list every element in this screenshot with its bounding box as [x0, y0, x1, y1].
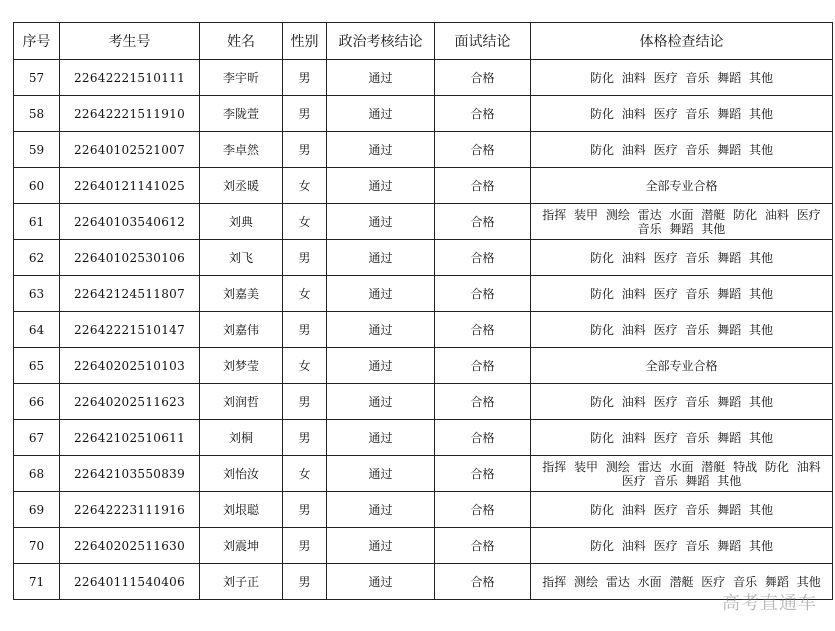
table-row: [14, 240, 833, 276]
cell-seq: 58: [14, 96, 60, 132]
cell-interview: 合格: [435, 492, 531, 528]
cell-exam-no: 22642102510611: [60, 420, 200, 456]
cell-name: 刘怡汝: [200, 456, 283, 492]
cell-exam-no: 22642223111916: [60, 492, 200, 528]
cell-name: 刘子正: [200, 564, 283, 600]
cell-exam-no: 22640102521007: [60, 132, 200, 168]
cell-physical: 防化 油料 医疗 音乐 舞蹈 其他: [531, 420, 833, 456]
table-row: [14, 456, 833, 492]
cell-exam-no: 22640102530106: [60, 240, 200, 276]
cell-name: 李宇昕: [200, 60, 283, 96]
cell-physical: 指挥 测绘 雷达 水面 潜艇 医疗 音乐 舞蹈 其他: [531, 564, 833, 600]
cell-gender: 男: [283, 420, 327, 456]
cell-seq: 70: [14, 528, 60, 564]
cell-physical: 防化 油料 医疗 音乐 舞蹈 其他: [531, 312, 833, 348]
cell-political: 通过: [327, 204, 435, 240]
table-row: [14, 492, 833, 528]
cell-gender: 男: [283, 564, 327, 600]
cell-name: 李陇萱: [200, 96, 283, 132]
cell-name: 刘丞暖: [200, 168, 283, 204]
cell-political: 通过: [327, 528, 435, 564]
cell-political: 通过: [327, 60, 435, 96]
cell-exam-no: 22640202511630: [60, 528, 200, 564]
cell-physical: 全部专业合格: [531, 348, 833, 384]
cell-political: 通过: [327, 348, 435, 384]
cell-physical: 指挥 装甲 测绘 雷达 水面 潜艇 特战 防化 油料 医疗 音乐 舞蹈 其他: [531, 456, 833, 492]
cell-gender: 男: [283, 384, 327, 420]
cell-interview: 合格: [435, 456, 531, 492]
cell-physical: 防化 油料 医疗 音乐 舞蹈 其他: [531, 528, 833, 564]
cell-political: 通过: [327, 384, 435, 420]
table-row: [14, 132, 833, 168]
cell-seq: 64: [14, 312, 60, 348]
cell-seq: 71: [14, 564, 60, 600]
cell-seq: 67: [14, 420, 60, 456]
cell-name: 刘桐: [200, 420, 283, 456]
table-row: [14, 60, 833, 96]
table-row: [14, 564, 833, 600]
header-seq: 序号: [14, 23, 60, 60]
cell-political: 通过: [327, 168, 435, 204]
cell-exam-no: 22640103540612: [60, 204, 200, 240]
cell-gender: 女: [283, 348, 327, 384]
cell-gender: 男: [283, 492, 327, 528]
cell-gender: 女: [283, 456, 327, 492]
cell-interview: 合格: [435, 348, 531, 384]
cell-physical: 全部专业合格: [531, 168, 833, 204]
cell-seq: 60: [14, 168, 60, 204]
header-gender: 性别: [283, 23, 327, 60]
cell-interview: 合格: [435, 528, 531, 564]
header-row: [14, 23, 833, 60]
cell-political: 通过: [327, 132, 435, 168]
cell-name: 刘梦莹: [200, 348, 283, 384]
cell-name: 刘润哲: [200, 384, 283, 420]
cell-gender: 男: [283, 240, 327, 276]
cell-seq: 68: [14, 456, 60, 492]
header-interview: 面试结论: [435, 23, 531, 60]
cell-exam-no: 22642124511807: [60, 276, 200, 312]
cell-seq: 57: [14, 60, 60, 96]
results-table: [13, 22, 833, 600]
table-row: [14, 168, 833, 204]
header-physical: 体格检查结论: [531, 23, 833, 60]
cell-seq: 63: [14, 276, 60, 312]
cell-exam-no: 22642221511910: [60, 96, 200, 132]
cell-physical: 防化 油料 医疗 音乐 舞蹈 其他: [531, 276, 833, 312]
table-row: [14, 276, 833, 312]
cell-name: 刘典: [200, 204, 283, 240]
cell-gender: 女: [283, 168, 327, 204]
cell-political: 通过: [327, 96, 435, 132]
cell-exam-no: 22642221510147: [60, 312, 200, 348]
cell-interview: 合格: [435, 312, 531, 348]
cell-exam-no: 22642103550839: [60, 456, 200, 492]
cell-seq: 65: [14, 348, 60, 384]
cell-seq: 59: [14, 132, 60, 168]
header-name: 姓名: [200, 23, 283, 60]
cell-physical: 防化 油料 医疗 音乐 舞蹈 其他: [531, 60, 833, 96]
cell-political: 通过: [327, 492, 435, 528]
table-body: [14, 60, 833, 600]
cell-physical: 防化 油料 医疗 音乐 舞蹈 其他: [531, 384, 833, 420]
cell-exam-no: 22640202511623: [60, 384, 200, 420]
cell-physical: 指挥 装甲 测绘 雷达 水面 潜艇 防化 油料 医疗 音乐 舞蹈 其他: [531, 204, 833, 240]
table-row: [14, 384, 833, 420]
cell-interview: 合格: [435, 276, 531, 312]
table-row: [14, 312, 833, 348]
cell-seq: 61: [14, 204, 60, 240]
table-row: [14, 96, 833, 132]
cell-seq: 62: [14, 240, 60, 276]
cell-political: 通过: [327, 312, 435, 348]
cell-interview: 合格: [435, 240, 531, 276]
cell-physical: 防化 油料 医疗 音乐 舞蹈 其他: [531, 492, 833, 528]
cell-gender: 女: [283, 276, 327, 312]
cell-political: 通过: [327, 276, 435, 312]
cell-exam-no: 22640121141025: [60, 168, 200, 204]
cell-exam-no: 22640202510103: [60, 348, 200, 384]
cell-interview: 合格: [435, 60, 531, 96]
cell-name: 刘垠聪: [200, 492, 283, 528]
cell-exam-no: 22640111540406: [60, 564, 200, 600]
cell-name: 刘飞: [200, 240, 283, 276]
cell-interview: 合格: [435, 420, 531, 456]
cell-physical: 防化 油料 医疗 音乐 舞蹈 其他: [531, 132, 833, 168]
cell-name: 刘嘉美: [200, 276, 283, 312]
table-row: [14, 204, 833, 240]
table-row: [14, 528, 833, 564]
cell-name: 李卓然: [200, 132, 283, 168]
cell-gender: 女: [283, 204, 327, 240]
cell-political: 通过: [327, 240, 435, 276]
cell-exam-no: 22642221510111: [60, 60, 200, 96]
cell-seq: 66: [14, 384, 60, 420]
cell-name: 刘震坤: [200, 528, 283, 564]
cell-political: 通过: [327, 456, 435, 492]
cell-political: 通过: [327, 564, 435, 600]
cell-political: 通过: [327, 420, 435, 456]
cell-interview: 合格: [435, 168, 531, 204]
cell-gender: 男: [283, 96, 327, 132]
cell-physical: 防化 油料 医疗 音乐 舞蹈 其他: [531, 96, 833, 132]
cell-interview: 合格: [435, 132, 531, 168]
table-row: [14, 420, 833, 456]
cell-interview: 合格: [435, 564, 531, 600]
cell-physical: 防化 油料 医疗 音乐 舞蹈 其他: [531, 240, 833, 276]
table-row: [14, 348, 833, 384]
cell-gender: 男: [283, 132, 327, 168]
cell-gender: 男: [283, 312, 327, 348]
cell-seq: 69: [14, 492, 60, 528]
watermark: 高考直通车: [722, 593, 817, 614]
cell-name: 刘嘉伟: [200, 312, 283, 348]
header-political: 政治考核结论: [327, 23, 435, 60]
cell-gender: 男: [283, 60, 327, 96]
cell-interview: 合格: [435, 96, 531, 132]
cell-interview: 合格: [435, 384, 531, 420]
cell-interview: 合格: [435, 204, 531, 240]
cell-gender: 男: [283, 528, 327, 564]
header-exam-no: 考生号: [60, 23, 200, 60]
